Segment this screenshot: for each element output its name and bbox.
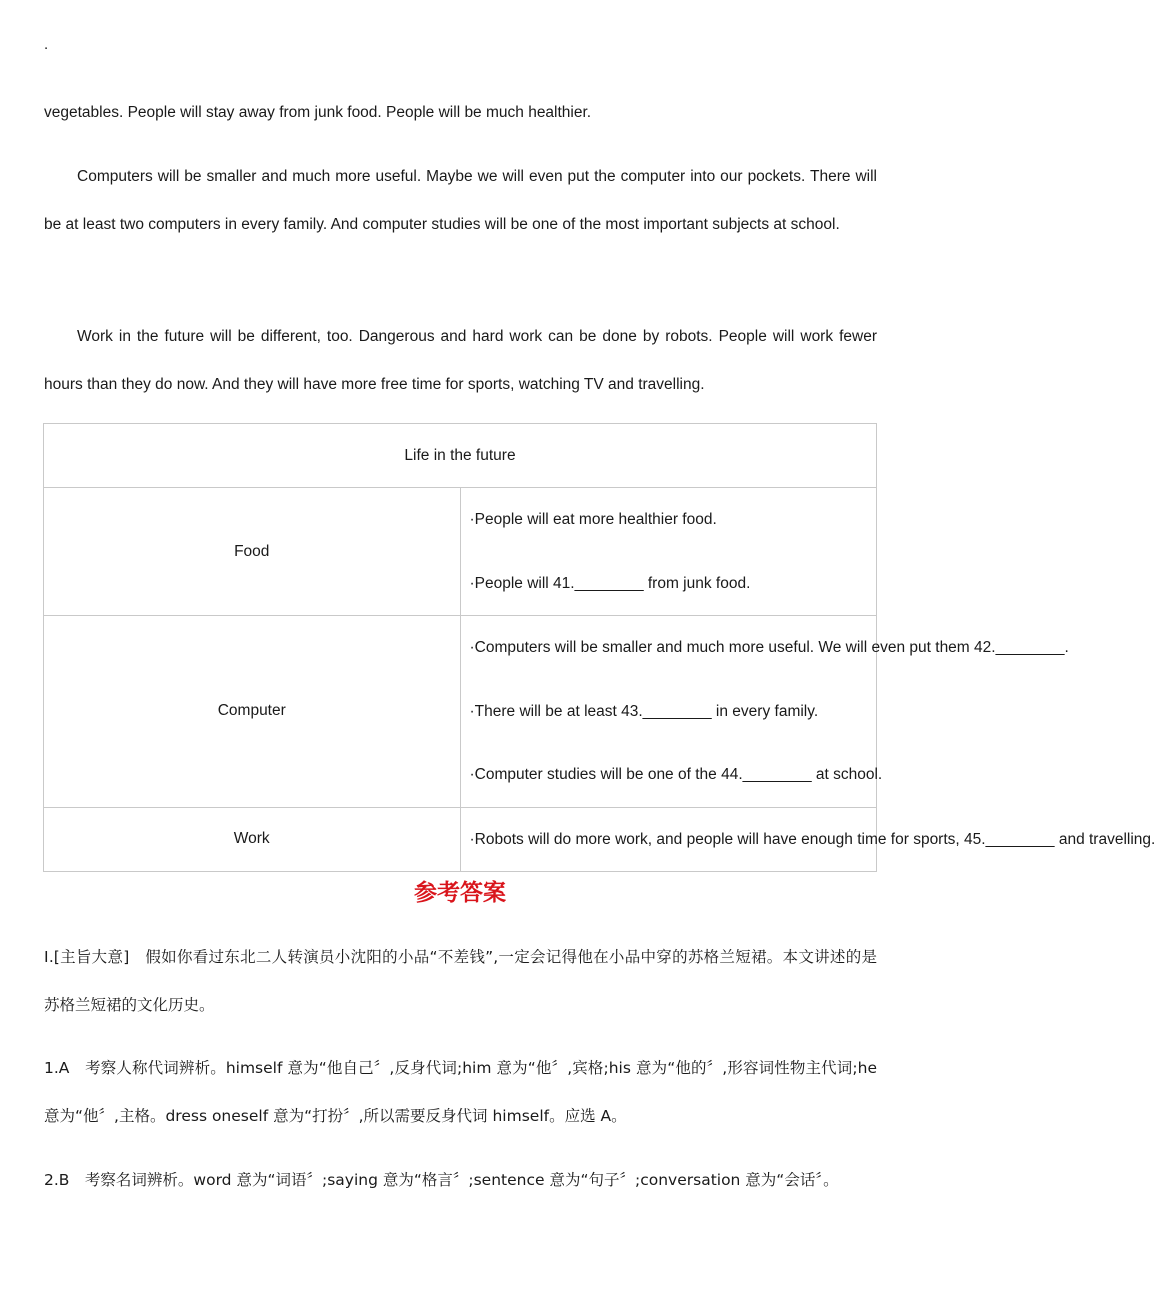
category-computer: Computer bbox=[44, 616, 461, 808]
food-items bbox=[460, 488, 877, 616]
category-work: Work bbox=[44, 807, 461, 872]
table-row-food bbox=[44, 488, 877, 616]
table-title: Life in the future bbox=[44, 424, 877, 488]
answer-heading: 参考答案 bbox=[414, 880, 506, 906]
list-item: ·There will be at least 43.________ in every family. bbox=[469, 702, 819, 720]
table-row-computer bbox=[44, 616, 877, 808]
table-row-work bbox=[44, 807, 877, 872]
answer-1: 1.A 考察人称代词辨析。himself 意为“他自己〞,反身代词;him 意为“他〞,宾格;his 意为“他的〞,形容词性物主代词;he 意为“他〞,主格。dress oneself 意为“打扮〞,所以需要反身代词 himself。应选 A。 bbox=[44, 1059, 877, 1125]
answer-intro: Ⅰ.[主旨大意] 假如你看过东北二人转演员小沈阳的小品“不差钱”,一定会记得他在小品中穿的苏格兰短裙。本文讲述的是苏格兰短裙的文化历史。 bbox=[44, 948, 877, 1014]
list-item: ·People will eat more healthier food. bbox=[469, 511, 717, 528]
paragraph-work: Work in the future will be different, too. Dangerous and hard work can be done by robots. People will work fewer hours than they do now. And they will have more free time for sports, watching TV and travelling. bbox=[44, 328, 877, 393]
paragraph-vegetables: vegetables. People will stay away from junk food. People will be much healthier. bbox=[44, 104, 592, 121]
answer-2: 2.B 考察名词辨析。word 意为“词语〞;saying 意为“格言〞;sentence 意为“句子〞;conversation 意为“会话〞。 bbox=[44, 1171, 839, 1189]
page-dot: . bbox=[44, 36, 49, 53]
list-item: ·Computer studies will be one of the 44.________ at school. bbox=[469, 766, 883, 783]
computer-items bbox=[460, 616, 1069, 808]
category-food: Food bbox=[44, 488, 461, 616]
list-item: ·People will 41.________ from junk food. bbox=[469, 574, 751, 592]
list-item: ·Robots will do more work, and people will have enough time for sports, 45.________ and travelling. bbox=[469, 830, 1155, 848]
paragraph-computers: Computers will be smaller and much more useful. Maybe we will even put the computer into our pockets. There will be at least two computers in every family. And computer studies will be one of the most important subjects at school. bbox=[44, 168, 877, 233]
work-items bbox=[460, 807, 1155, 872]
life-in-the-future-table bbox=[43, 423, 1155, 872]
list-item: ·Computers will be smaller and much more useful. We will even put them 42.________. bbox=[469, 639, 1069, 656]
